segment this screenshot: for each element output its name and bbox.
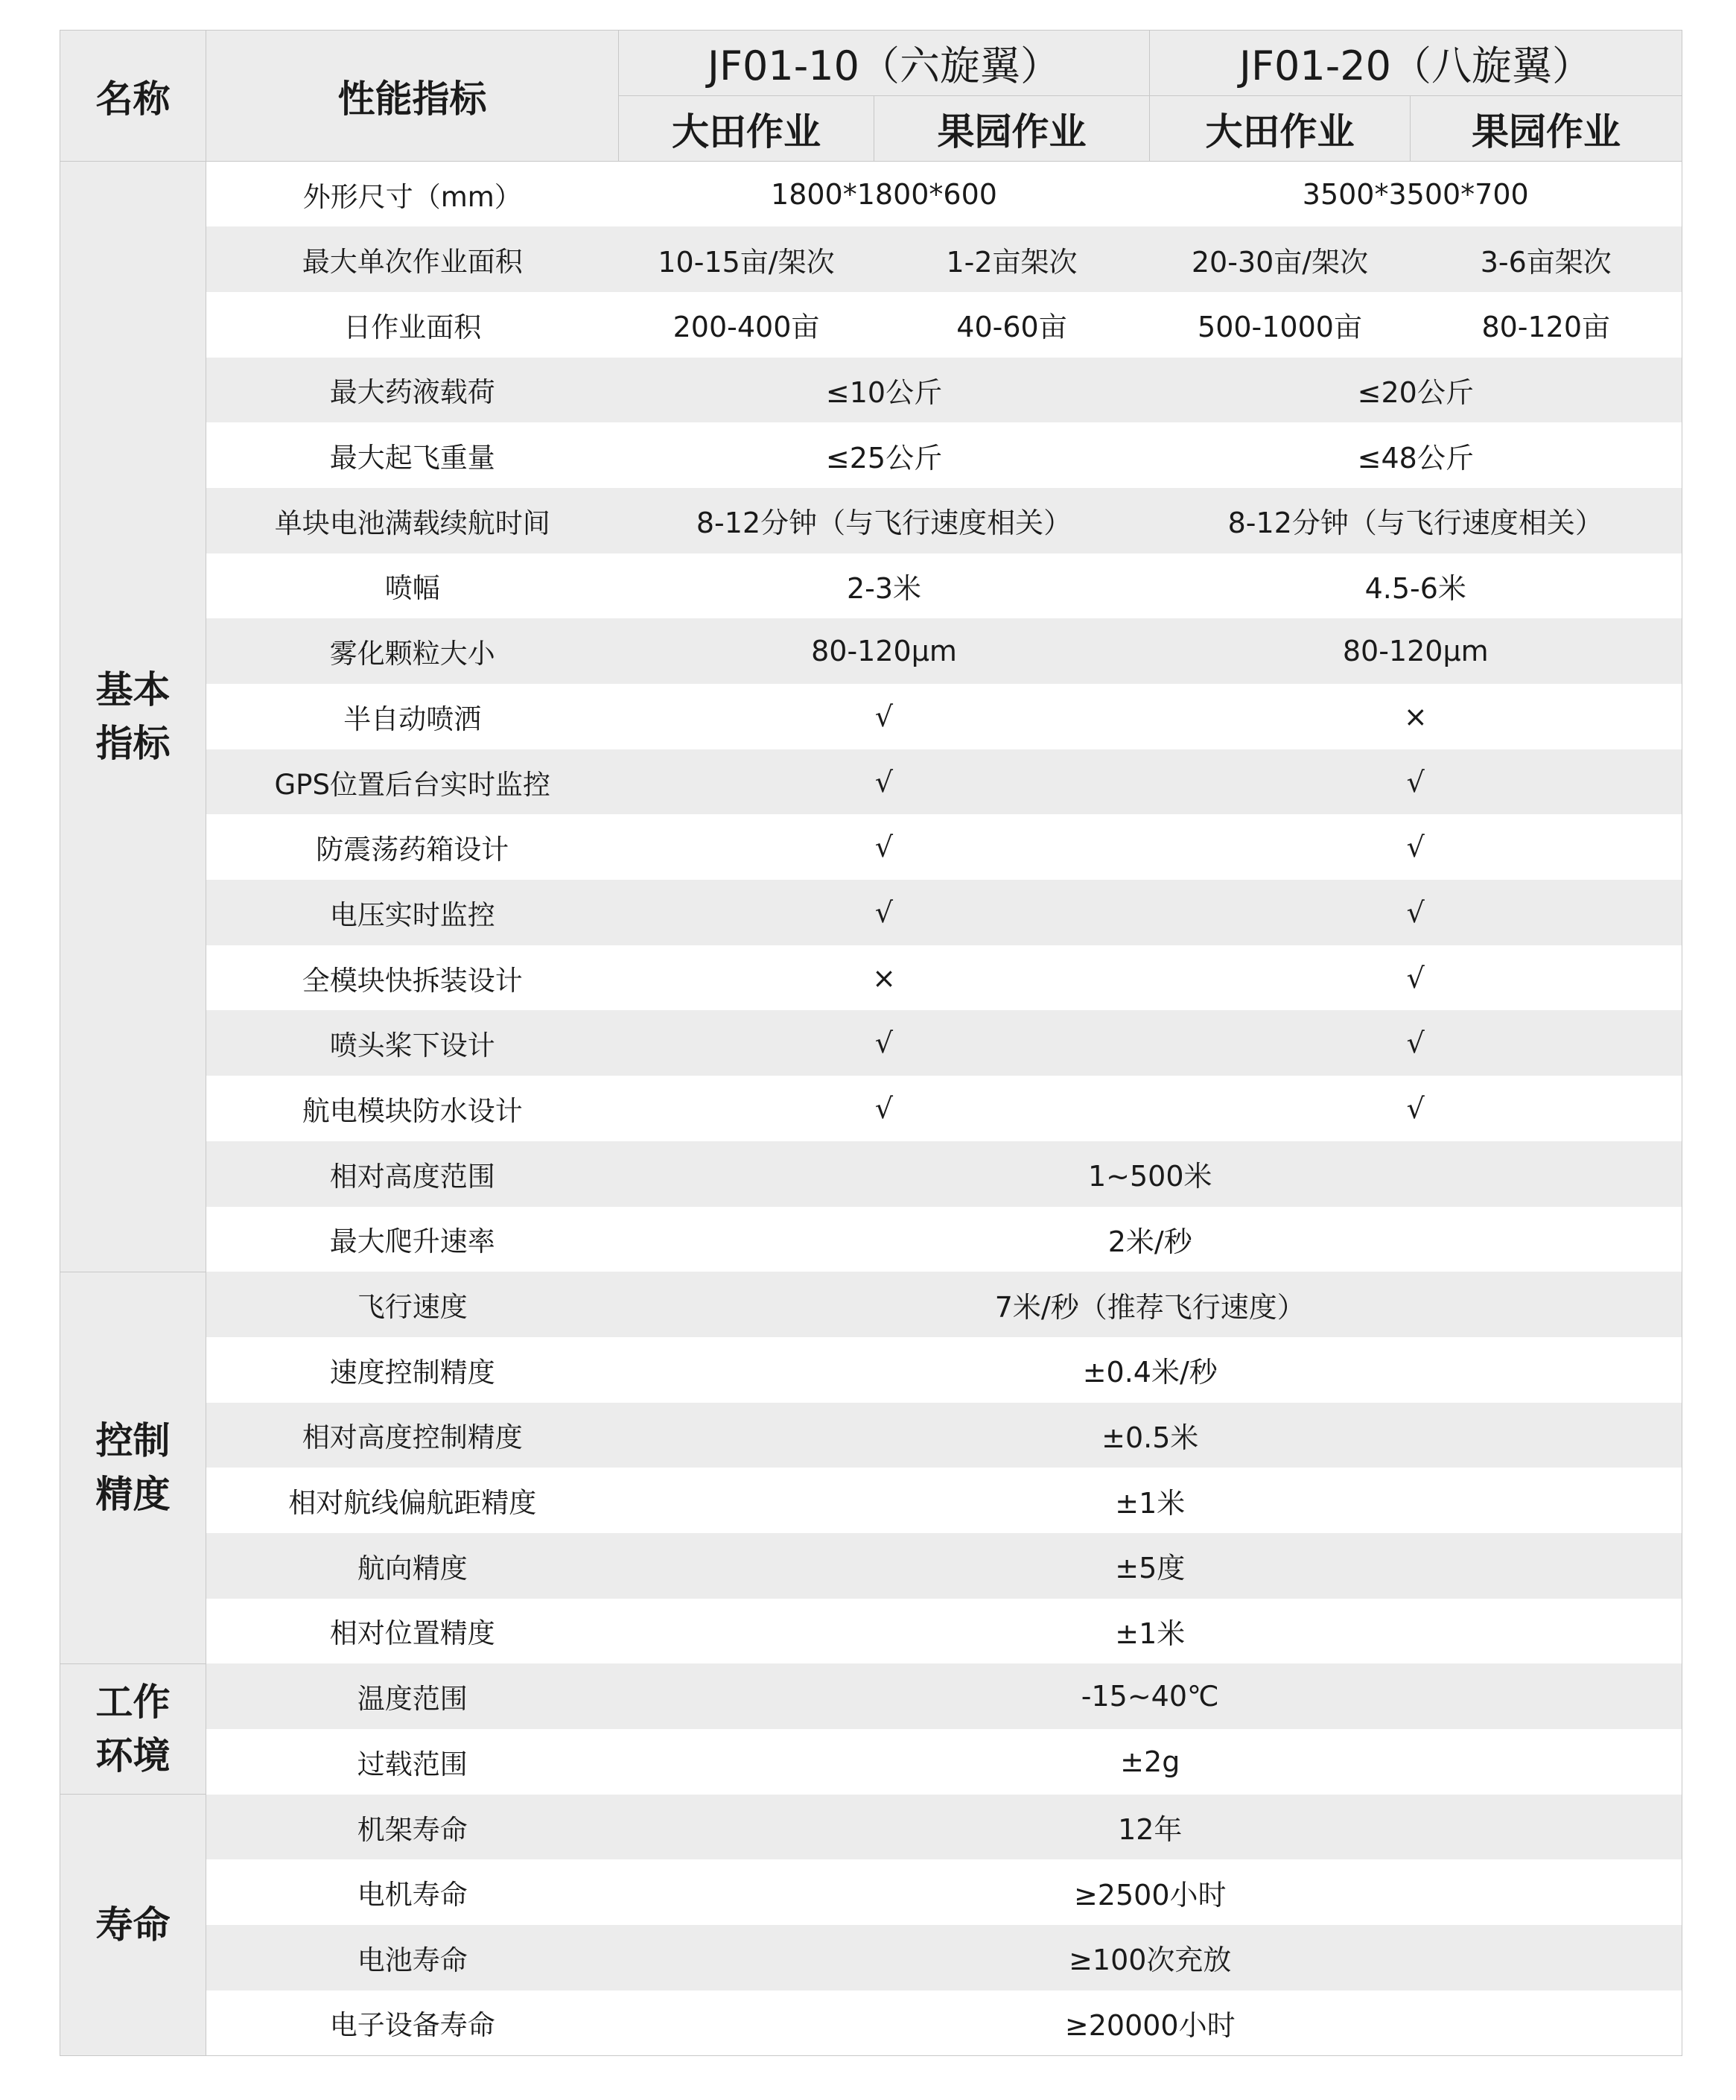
value-jf01-20: √ [1150,1010,1682,1076]
row-name: 最大起飞重量 [206,422,619,488]
value-all: ±5度 [619,1533,1682,1599]
value-jf01-20: √ [1150,880,1682,945]
value-b-orchard: 80-120亩 [1411,292,1682,358]
table-row [60,1859,1682,1925]
table-row [60,162,1682,227]
row-name: GPS位置后台实时监控 [206,749,619,815]
value-b-orchard: 3-6亩架次 [1411,226,1682,292]
table-row [60,814,1682,880]
header-model-jf01-20: JF01-20（八旋翼） [1150,31,1682,96]
value-jf01-20: × [1150,684,1682,749]
spec-table [60,30,1682,2056]
value-jf01-10: 1800*1800*600 [619,162,1150,227]
category-environment [60,1663,206,1794]
value-a-orchard: 1-2亩架次 [874,226,1150,292]
value-jf01-10: ≤10公斤 [619,358,1150,423]
value-jf01-10: √ [619,749,1150,815]
row-name: 电池寿命 [206,1925,619,1990]
value-jf01-20: √ [1150,1076,1682,1141]
value-b-field: 20-30亩/架次 [1150,226,1411,292]
table-row [60,749,1682,815]
row-name: 相对高度控制精度 [206,1403,619,1468]
row-name: 相对高度范围 [206,1141,619,1207]
row-name: 相对航线偏航距精度 [206,1468,619,1533]
value-jf01-20: √ [1150,749,1682,815]
row-name: 过载范围 [206,1729,619,1795]
category-environment-label: 工作 环境 [95,1681,171,1777]
table-row [60,1403,1682,1468]
row-name: 相对位置精度 [206,1599,619,1664]
row-name: 速度控制精度 [206,1337,619,1403]
value-all: 1~500米 [619,1141,1682,1207]
value-jf01-10: 2-3米 [619,553,1150,619]
row-name: 电压实时监控 [206,880,619,945]
value-jf01-20: ≤48公斤 [1150,422,1682,488]
value-jf01-20: 80-120μm [1150,618,1682,684]
table-row [60,1599,1682,1664]
row-name: 飞行速度 [206,1272,619,1337]
row-name: 温度范围 [206,1663,619,1729]
category-control-label: 控制 精度 [95,1419,171,1517]
table-row [60,684,1682,749]
value-all: ±1米 [619,1599,1682,1664]
value-jf01-20: 4.5-6米 [1150,553,1682,619]
value-a-field: 10-15亩/架次 [619,226,874,292]
header-b-field: 大田作业 [1150,96,1411,162]
value-all: ≥2500小时 [619,1859,1682,1925]
value-all: 7米/秒（推荐飞行速度） [619,1272,1682,1337]
table-row [60,292,1682,358]
category-lifespan [60,1795,206,2056]
table-row [60,1076,1682,1141]
row-name: 航向精度 [206,1533,619,1599]
row-name: 全模块快拆装设计 [206,945,619,1011]
row-name: 最大单次作业面积 [206,226,619,292]
value-jf01-20: ≤20公斤 [1150,358,1682,423]
table-row [60,1272,1682,1337]
value-jf01-10: √ [619,880,1150,945]
value-jf01-10: × [619,945,1150,1011]
row-name: 航电模块防水设计 [206,1076,619,1141]
value-jf01-20: 8-12分钟（与飞行速度相关） [1150,488,1682,553]
table-row [60,1337,1682,1403]
value-jf01-20: √ [1150,945,1682,1011]
header-b-orchard: 果园作业 [1411,96,1682,162]
value-a-orchard: 40-60亩 [874,292,1150,358]
category-basic-label: 基本 指标 [95,667,171,765]
row-name: 电子设备寿命 [206,1990,619,2056]
row-name: 单块电池满载续航时间 [206,488,619,553]
row-name: 喷幅 [206,553,619,619]
table-row [60,488,1682,553]
value-all: ±1米 [619,1468,1682,1533]
value-jf01-10: 8-12分钟（与飞行速度相关） [619,488,1150,553]
value-jf01-10: ≤25公斤 [619,422,1150,488]
row-name: 日作业面积 [206,292,619,358]
category-lifespan-label: 寿命 [95,1903,171,1947]
table-row [60,618,1682,684]
row-name: 半自动喷洒 [206,684,619,749]
value-all: ≥20000小时 [619,1990,1682,2056]
header-performance: 性能指标 [206,31,619,162]
table-row [60,1663,1682,1729]
value-jf01-10: √ [619,684,1150,749]
value-all: ≥100次充放 [619,1925,1682,1990]
row-name: 喷头桨下设计 [206,1010,619,1076]
value-all: ±0.4米/秒 [619,1337,1682,1403]
table-row [60,226,1682,292]
table-row [60,1010,1682,1076]
value-all: ±2g [619,1729,1682,1795]
row-name: 最大爬升速率 [206,1207,619,1272]
category-basic [60,162,206,1272]
value-all: 12年 [619,1795,1682,1860]
table-row [60,1468,1682,1533]
value-jf01-20: 3500*3500*700 [1150,162,1682,227]
table-row [60,1141,1682,1207]
header-row-1 [60,31,1682,96]
value-b-field: 500-1000亩 [1150,292,1411,358]
value-jf01-10: √ [619,1010,1150,1076]
table-row [60,1729,1682,1795]
table-row [60,422,1682,488]
table-row [60,1207,1682,1272]
value-jf01-10: 80-120μm [619,618,1150,684]
value-all: ±0.5米 [619,1403,1682,1468]
table-row [60,1925,1682,1990]
header-a-field: 大田作业 [619,96,874,162]
table-row [60,945,1682,1011]
table-row [60,880,1682,945]
row-name: 电机寿命 [206,1859,619,1925]
table-row [60,358,1682,423]
value-all: -15~40℃ [619,1663,1682,1729]
table-row [60,1795,1682,1860]
row-name: 雾化颗粒大小 [206,618,619,684]
header-name: 名称 [60,31,206,162]
value-jf01-10: √ [619,1076,1150,1141]
value-all: 2米/秒 [619,1207,1682,1272]
row-name: 防震荡药箱设计 [206,814,619,880]
table-row [60,1533,1682,1599]
row-name: 机架寿命 [206,1795,619,1860]
row-name: 最大药液载荷 [206,358,619,423]
value-jf01-10: √ [619,814,1150,880]
value-a-field: 200-400亩 [619,292,874,358]
header-model-jf01-10: JF01-10（六旋翼） [619,31,1150,96]
category-control [60,1272,206,1663]
row-name: 外形尺寸（mm） [206,162,619,227]
header-a-orchard: 果园作业 [874,96,1150,162]
table-row [60,553,1682,619]
table-row [60,1990,1682,2056]
value-jf01-20: √ [1150,814,1682,880]
